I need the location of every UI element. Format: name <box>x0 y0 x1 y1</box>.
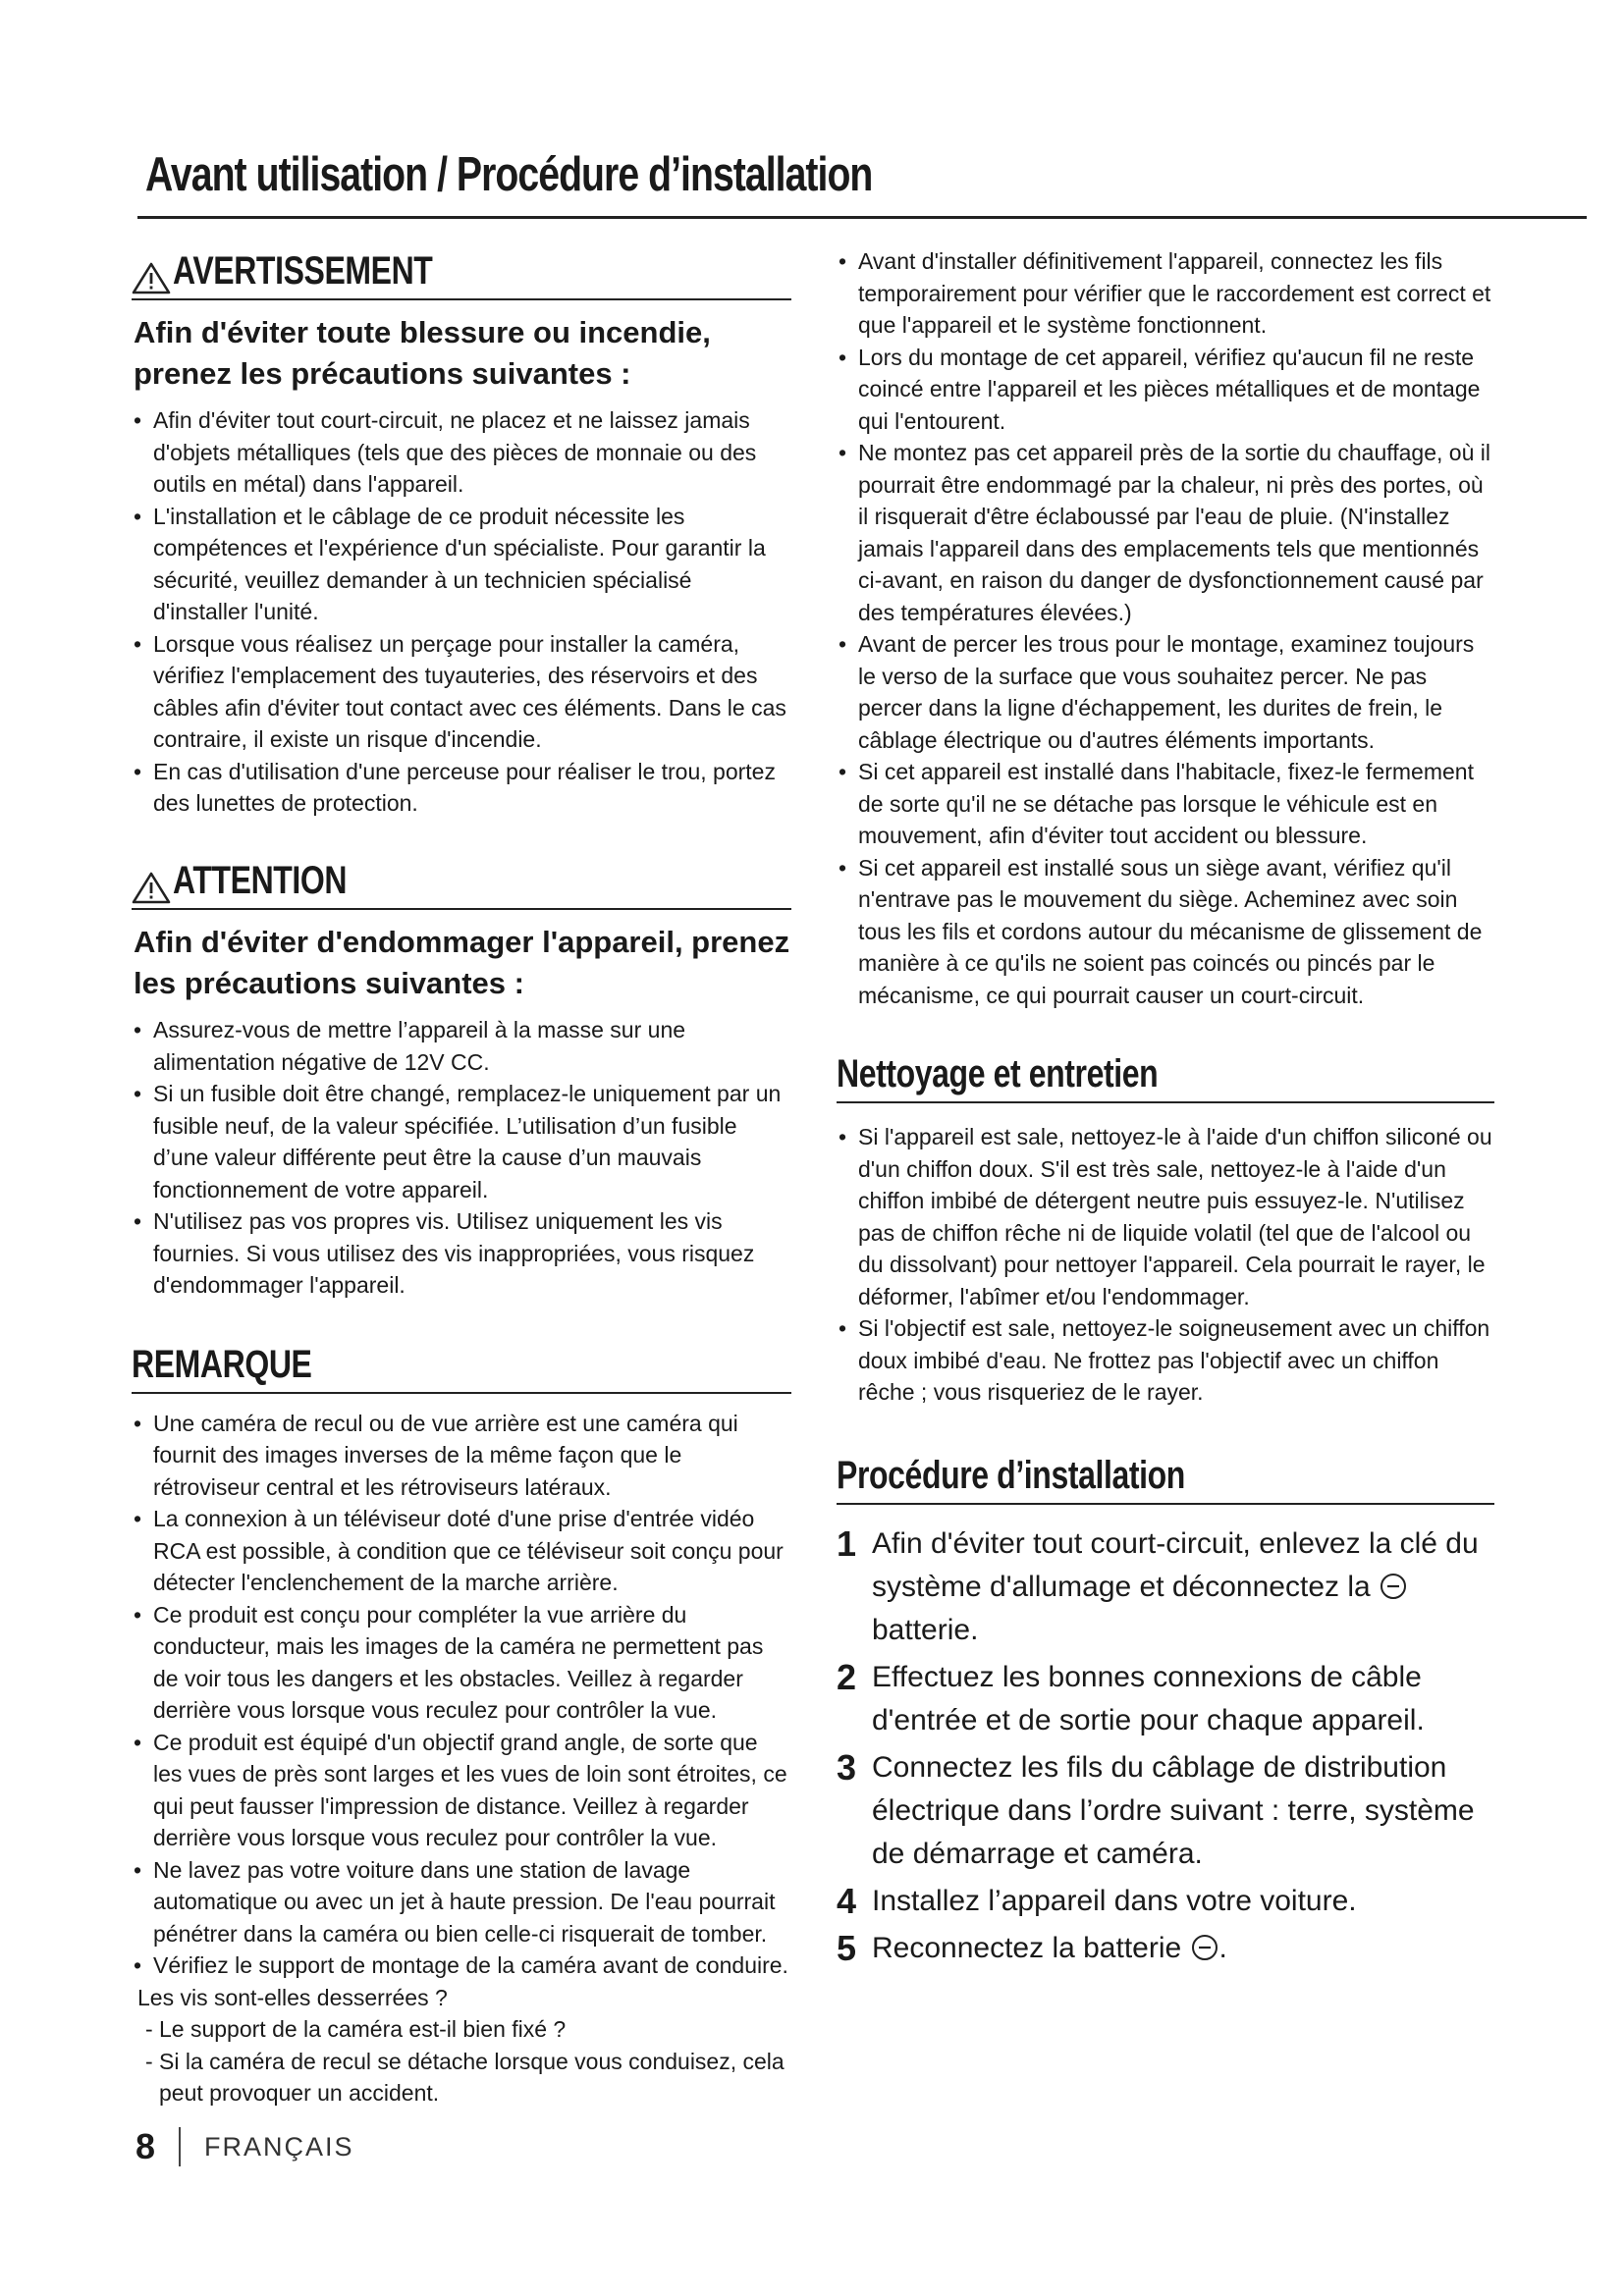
left-column <box>132 247 791 2109</box>
note-heading-text: REMARQUE <box>132 1342 312 1386</box>
list-item: • Avant d'installer définitivement l'appareil, connectez les fils temporairement pour vérifier que le raccordement est correct et que l'appareil et le système fonctionnent. <box>837 245 1494 342</box>
cleaning-heading <box>837 1050 1494 1103</box>
page-footer <box>135 2126 354 2167</box>
list-item: • La connexion à un téléviseur doté d'une prise d'entrée vidéo RCA est possible, à condition que ce téléviseur soit conçu pour détecter l'enclenchement de la marche arrière. <box>132 1503 791 1599</box>
step-number: 3 <box>837 1746 857 1788</box>
caution-list <box>132 1014 791 1302</box>
caution-subheading: Afin d'éviter d'endommager l'appareil, prenez les précautions suivantes : <box>134 924 790 1000</box>
minus-circle-icon <box>1190 1933 1219 1962</box>
list-item: • Ce produit est conçu pour compléter la vue arrière du conducteur, mais les images de la caméra ne permettent pas de voir tous les dangers et les obstacles. Veillez à regarder derrière vous lorsque vous reculez pour contrôler la vue. <box>132 1599 791 1727</box>
minus-circle-icon <box>1379 1572 1408 1601</box>
install-steps <box>837 1522 1494 1970</box>
list-item: • Afin d'éviter tout court-circuit, ne placez et ne laissez jamais d'objets métalliques (tels que des pièces de monnaie ou des outils en métal) dans l'appareil. <box>132 404 791 501</box>
note-list <box>132 1408 791 1982</box>
list-item: • Si un fusible doit être changé, remplacez-le uniquement par un fusible neuf, de la valeur spécifiée. L’utilisation d’un fusible d’une valeur différente peut être la cause d’un mauvais fonctionnement de votre appareil. <box>132 1078 791 1205</box>
list-item: • L'installation et le câblage de ce produit nécessite les compétences et l'expérience d'un spécialiste. Pour garantir la sécurité, veuillez demander à un technicien spécialisé d'installer l'unité. <box>132 501 791 628</box>
step-text: Installez l’appareil dans votre voiture. <box>872 1884 1357 1917</box>
page-title: Avant utilisation / Procédure d’installation <box>145 148 873 201</box>
right-column <box>837 245 1494 1974</box>
install-step <box>837 1880 1494 1923</box>
list-item: • Vérifiez le support de montage de la caméra avant de conduire. <box>132 1949 791 1982</box>
warning-subheading: Afin d'éviter toute blessure ou incendie, prenez les précautions suivantes : <box>134 315 711 392</box>
install-heading-text: Procédure d’installation <box>837 1453 1185 1497</box>
list-item: • N'utilisez pas vos propres vis. Utilisez uniquement les vis fournies. Si vous utilisez des vis inappropriées, vous risquez d'endommager l'appareil. <box>132 1205 791 1302</box>
list-item: • En cas d'utilisation d'une perceuse pour réaliser le trou, portez des lunettes de protection. <box>132 756 791 820</box>
caution-heading <box>132 857 791 910</box>
install-step <box>837 1746 1494 1876</box>
cleaning-heading-text: Nettoyage et entretien <box>837 1052 1159 1095</box>
warning-heading <box>132 247 791 300</box>
installation-precautions-list <box>837 245 1494 1011</box>
step-number: 2 <box>837 1656 857 1697</box>
list-item: • Ce produit est équipé d'un objectif grand angle, de sorte que les vues de près sont larges et les vues de loin sont étroites, ce qui peut fausser l'impression de distance. Veillez à regarder derrière vous lorsque vous reculez pour contrôler la vue. <box>132 1727 791 1854</box>
title-rule <box>137 216 1587 219</box>
note-dash-item: - Le support de la caméra est-il bien fixé ? <box>132 2013 791 2046</box>
list-item: • Ne montez pas cet appareil près de la sortie du chauffage, où il pourrait être endommagé par la chaleur, ni près des portes, où il risquerait d'être éclaboussé par l'eau de pluie. (N'installez jamais l'appareil dans des emplacements tels que mentionnés ci-avant, en raison du danger de dysfonctionnement causé par des températures élevées.) <box>837 437 1494 628</box>
note-followup: Les vis sont-elles desserrées ? <box>137 1984 448 2010</box>
page-number: 8 <box>135 2126 156 2166</box>
step-text: Effectuez les bonnes connexions de câble d'entrée et de sortie pour chaque appareil. <box>872 1660 1425 1736</box>
warning-list <box>132 404 791 820</box>
step-text: Afin d'éviter tout court-circuit, enlevez la clé du système d'allumage et déconnectez la batterie. <box>872 1526 1479 1646</box>
list-item: • Lors du montage de cet appareil, vérifiez qu'aucun fil ne reste coincé entre l'appareil et les pièces métalliques et de montage qui l'entourent. <box>837 342 1494 438</box>
note-dash-item: - Si la caméra de recul se détache lorsque vous conduisez, cela peut provoquer un accident. <box>132 2046 791 2109</box>
cleaning-list <box>837 1121 1494 1409</box>
step-text: Reconnectez la batterie . <box>872 1931 1227 1964</box>
step-number: 1 <box>837 1522 857 1564</box>
list-item: • Ne lavez pas votre voiture dans une station de lavage automatique ou avec un jet à haute pression. De l'eau pourrait pénétrer dans la caméra ou bien celle-ci risquerait de tomber. <box>132 1854 791 1950</box>
list-item: • Avant de percer les trous pour le montage, examinez toujours le verso de la surface que vous souhaitez percer. Ne pas percer dans la ligne d'échappement, les durites de frein, le câblage électrique ou d'autres éléments importants. <box>837 628 1494 756</box>
caution-heading-text: ATTENTION <box>173 858 348 902</box>
step-number: 5 <box>837 1927 857 1968</box>
list-item: • Si cet appareil est installé sous un siège avant, vérifiez qu'il n'entrave pas le mouvement du siège. Acheminez avec soin tous les fils et cordons autour du mécanisme de glissement de manière à ce qu'ils ne soient pas coincés ou pincés par le mécanisme, ce qui pourrait causer un court-circuit. <box>837 852 1494 1012</box>
list-item: • Une caméra de recul ou de vue arrière est une caméra qui fournit des images inverses de la même façon que le rétroviseur central et les rétroviseurs latéraux. <box>132 1408 791 1504</box>
list-item: • Si cet appareil est installé dans l'habitacle, fixez-le fermement de sorte qu'il ne se détache pas lorsque le véhicule est en mouvement, afin d'éviter tout accident ou blessure. <box>837 756 1494 852</box>
warning-heading-text: AVERTISSEMENT <box>173 249 433 293</box>
list-item: • Si l'appareil est sale, nettoyez-le à l'aide d'un chiffon siliconé ou d'un chiffon doux. S'il est très sale, nettoyez-le à l'aide d'un chiffon imbibé de détergent neutre puis essuyez-le. N'utilisez pas de chiffon rêche ni de liquide volatil (tel que de l'alcool ou du dissolvant) pour nettoyer l'appareil. Cela pourrait le rayer, le déformer, l'abîmer et/ou l'endommager. <box>837 1121 1494 1312</box>
warning-triangle-icon <box>132 261 171 294</box>
install-step <box>837 1927 1494 1970</box>
install-step <box>837 1656 1494 1742</box>
step-number: 4 <box>837 1880 857 1921</box>
note-heading <box>132 1341 791 1394</box>
list-item: • Assurez-vous de mettre l’appareil à la masse sur une alimentation négative de 12V CC. <box>132 1014 791 1078</box>
caution-triangle-icon <box>132 871 171 904</box>
install-step <box>837 1522 1494 1652</box>
footer-divider <box>179 2127 181 2166</box>
step-text: Connectez les fils du câblage de distribution électrique dans l’ordre suivant : terre, système de démarrage et caméra. <box>872 1750 1475 1870</box>
install-heading <box>837 1452 1494 1505</box>
list-item: • Lorsque vous réalisez un perçage pour installer la caméra, vérifiez l'emplacement des tuyauteries, des réservoirs et des câbles afin d'éviter tout contact avec ces éléments. Dans le cas contraire, il existe un risque d'incendie. <box>132 628 791 756</box>
list-item: • Si l'objectif est sale, nettoyez-le soigneusement avec un chiffon doux imbibé d'eau. Ne frottez pas l'objectif avec un chiffon rêche ; vous risqueriez de le rayer. <box>837 1312 1494 1409</box>
footer-language: FRANÇAIS <box>204 2131 354 2162</box>
